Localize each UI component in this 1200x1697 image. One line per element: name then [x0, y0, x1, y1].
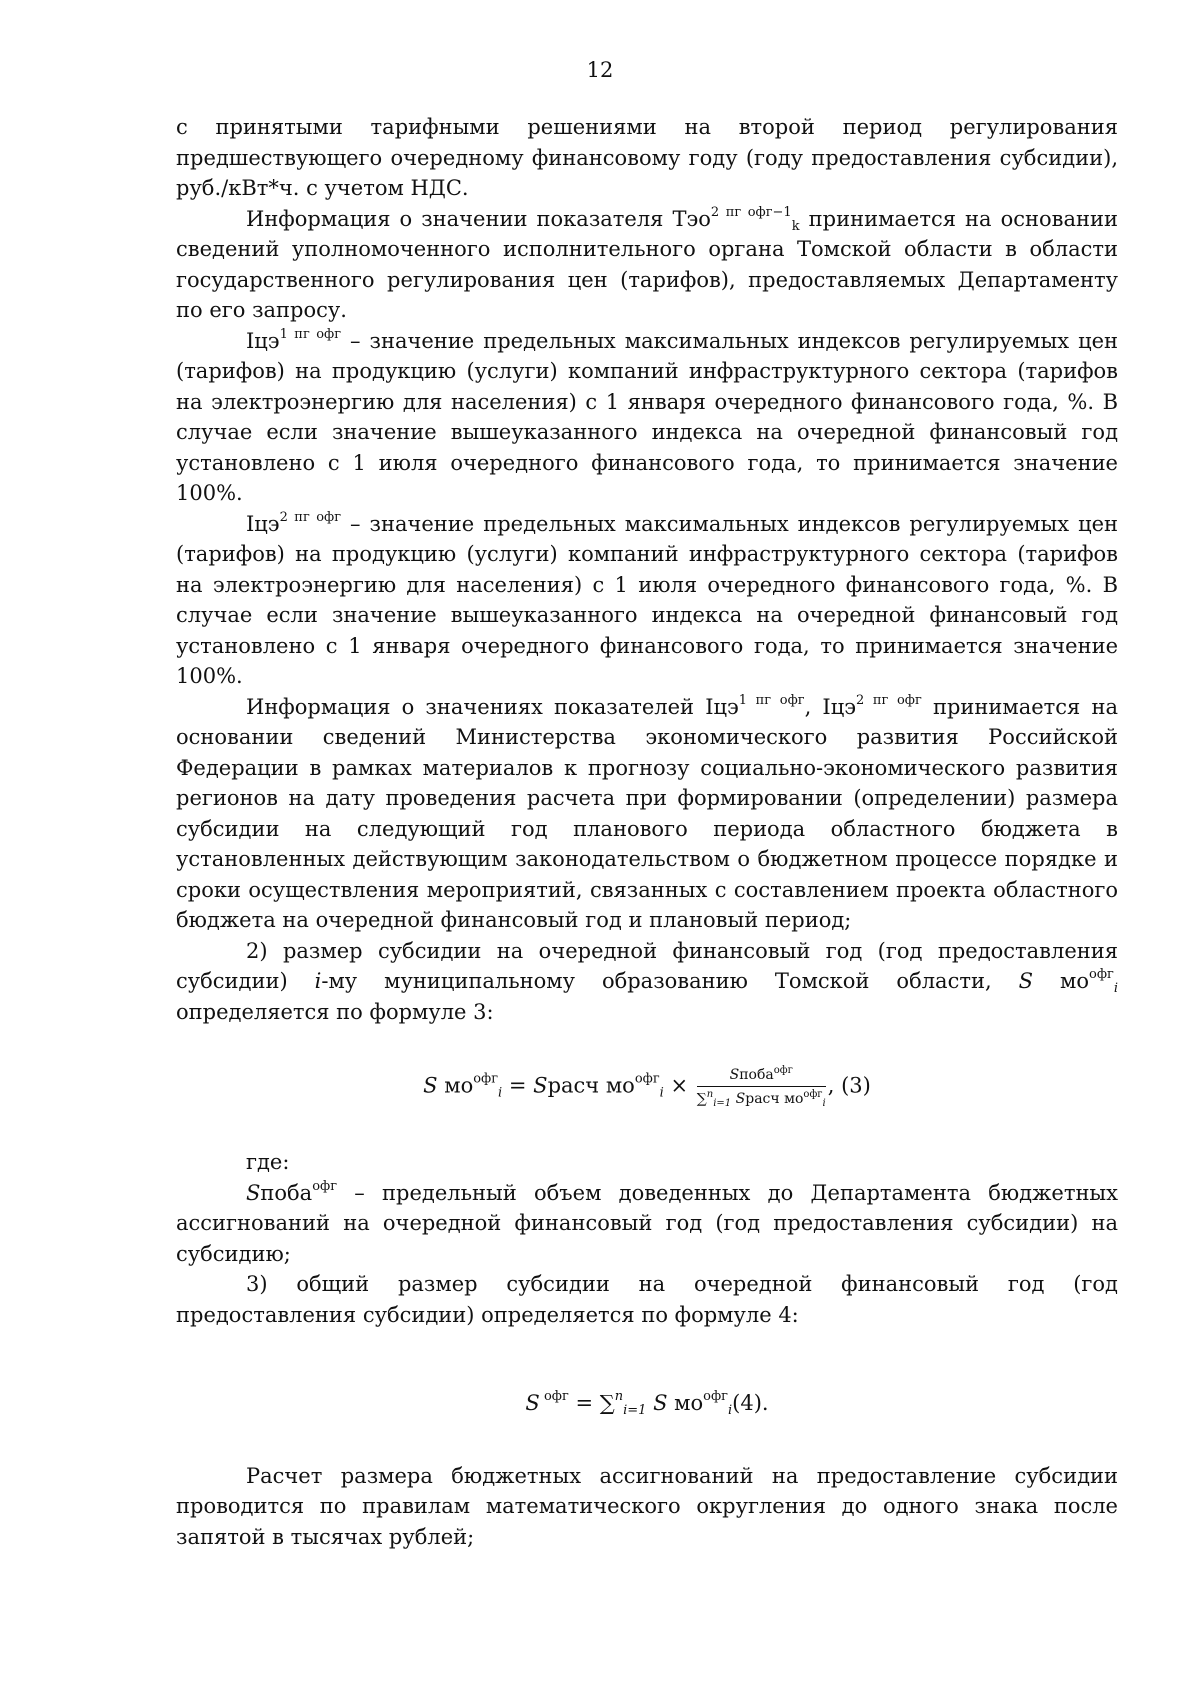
- paragraph-index-2: Iцэ$^{2 пг офг}$ – значение предельных максимальных индексов регулируемых цен (тарифов) на продукцию (услуги) компаний инфраструктурного сектора (тарифов на электроэнергию для населения) с 1 июля очередного финансового года, %. В случае если значение вышеуказанного индекса на очередной финансовый год установлено с 1 января очередного финансового года, то принимается значение 100%.: [176, 509, 1118, 688]
- ice2-symbol: Iцэ$^{2 пг офг}$: [246, 509, 342, 536]
- paragraph-item-3: 3) общий размер субсидии на очередной финансовый год (год предоставления субсидии) определяется по формуле 4:: [176, 1272, 1118, 1327]
- page-number: 12: [586, 58, 614, 82]
- fraction-numerator: Sпоба$^{офг}$: [697, 1065, 826, 1087]
- paragraph-teo-info: Информация о значении показателя Тэо$^{2 пг офг-1}_k$ принимается на основании сведений уполномоченного исполнительного органа Томской области в области государственного регулирования цен (тарифов), предоставляемых Департаменту по его запросу.: [176, 204, 1118, 322]
- paragraph-rounding: Расчет размера бюджетных ассигнований на предоставление субсидии проводится по правилам математического округления до одного знака после запятой в тысячах рублей;: [176, 1463, 1118, 1549]
- fraction-denominator: ∑$^n_{i=1}$ Sрасч $мо^{офг}_i$: [696, 1089, 826, 1109]
- paragraph-index-1: Iцэ$^{1 пг офг}$ – значение предельных максимальных индексов регулируемых цен (тарифов) на продукцию (услуги) компаний инфраструктурного сектора (тарифов на электроэнергию для населения) с 1 января очередного финансового года, %. В случае если значение вышеуказанного индекса на очередной финансовый год установлено с 1 июля очередного финансового года, то принимается значение 100%.: [176, 326, 1118, 505]
- formula-4: S $^{офг}$ = ∑$^n_{i=1}$ S $мо^{офг}_i(4)$.: [525, 1389, 769, 1418]
- ice1-symbol: Iцэ$^{1 пг офг}$: [246, 326, 342, 353]
- document-body: [176, 112, 1118, 1552]
- teo-symbol: Тэо$^{2 пг офг-1}_k$: [672, 204, 800, 234]
- paragraph-where: где:: [246, 1150, 290, 1174]
- paragraph-spoba: Sпоба$^{офг}$ – предельный объем доведенных до Департамента бюджетных ассигнований на очередной финансовый год (год предоставления субсидии) на субсидию;: [176, 1178, 1118, 1266]
- paragraph-item-2: 2) размер субсидии на очередной финансовый год (год предоставления субсидии) i-му муниципальному образованию Томской области, S $мо^{офг}_i$ определяется по формуле 3:: [176, 938, 1119, 1024]
- paragraph-indices-info: Информация о значениях показателей Iцэ$^{1 пг офг}$, Iцэ$^{2 пг офг}$ принимается на основании сведений Министерства экономического развития Российской Федерации в рамках материалов к прогнозу социально-экономического развития регионов на дату проведения расчета при формировании (определении) размера субсидии на следующий год планового периода областного бюджета в установленных действующим законодательством о бюджетном процессе порядке и сроки осуществления мероприятий, связанных с составлением проекта областного бюджета на очередной финансовый год и плановый период;: [176, 692, 1118, 932]
- formula-3-fraction: [697, 1065, 826, 1109]
- formula-3: S $мо^{офг}_i$ = Sрасч $мо^{офг}_i$ × $\frac{Sпоба^{офг}}{\sum^n_{i=1} Sрасч мо^{офг}_i}$ , (3): [423, 1065, 871, 1109]
- paragraph-tariff-decisions: с принятыми тарифными решениями на второй период регулирования предшествующего очередному финансовому году (году предоставления субсидии), руб./кВт*ч. с учетом НДС.: [176, 115, 1118, 200]
